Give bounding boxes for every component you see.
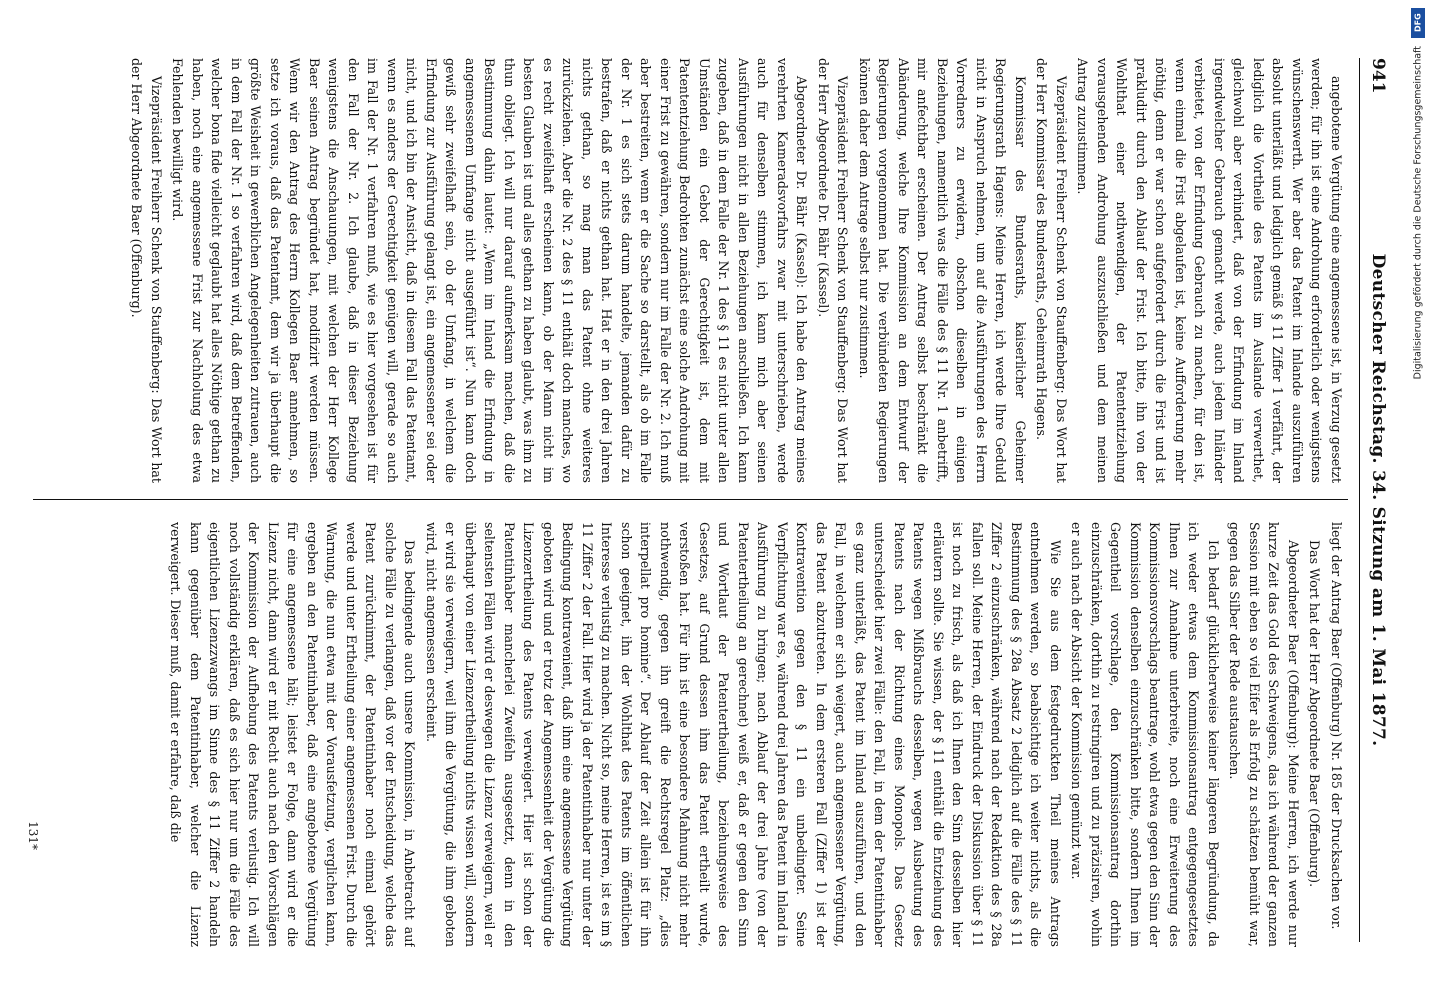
paragraph: Das bedingende auch unsere Kommission, in Anbetracht auf solche Fälle zu verlangen, daß vor der Entscheidung, welche das Patent zurücknimmt, der Patentinhaber noch einmal gehört werde und unter Ertheilung einer angemessenen Frist. Durch die Warnung, die nun etwa mit der Vorausfetzung, verglichen kann, ergeben an den Patentinhaber, daß eine angebotene Vergütung für eine angemessene hält; leistet er Folge, dann wird er die Lizenz nicht, dann wird er mit Recht auch nach den Vorschlägen der Kommission der Aufhebung des Patents verlustig. Ich will noch vollständig erklären, daß es sich hier nur um die Fälle des eigentlichen Lizenzzwangs im Sinne des § 11 Ziffer 2 handeln kann gegenüber dem Patentinhaber, welcher die Lizenz verweigert. Dieser muß, damit er erfahre, daß die <box>168 522 418 947</box>
running-head <box>1359 58 1394 942</box>
paragraph: Ich bedarf glücklicherweise keiner längeren Begründung, da ich weder etwas dem Kommissionsantrag entgegengesetztes Ihnen zur Annahme unterbreite, noch eine Erweiterung des Kommissionsvorschlags beantrage, wohl etwa gegen den Sinn der Kommission denselben einzuschränken bitte, sondern Ihnen im Gegentheil vorschlage, den Kommissionsantrag dorthin einzuschränken, dorthin zu restringiren und zu präzisiren, wohin er auch nach der Absicht der Kommission gemünzt war. <box>1069 522 1221 947</box>
column-rule <box>33 499 1348 500</box>
paragraph: Kommissar des Bundesraths, kaiserlicher Geheimer Regierungsrath Hagens: Meine Herren, ich werde Ihre Geduld nicht in Anspruch nehmen, um auf die Ausführungen des Herrn Vorredners zu erwidern, obschon dieselben in einigen Beziehungen, namentlich was die Fälle des § 11 Nr. 1 anbetrifft, mir anfechtbar erscheinen. Der Antrag selbst beschränkt die Abänderung, welche Ihre Kommission an dem Entwurf der Regierungen vorgenommen hat. Die verbündeten Regierungen können daher dem Antrage selbst nur zustimmen. <box>857 58 1028 483</box>
paragraph: Abgeordneter Dr. Bähr (Kassel): Ich habe den Antrag meines verehrten Kameradsvorfahrs zwar mit unterschrieben, werde auch für denselben stimmen, ich kann mich aber seinen Ausführungen nicht in allen Beziehungen anschließen. Ich kann zugeben, daß in dem Falle der Nr. 1 des § 11 es nicht unter allen Umständen ein Gebot der Gerechtigkeit ist, dem mit Patententziehung Bedrohten zunächst eine solche Androhung mit einer Frist zu gewähren, sondern nur im Falle der Nr. 2. Ich muß aber bestreiten, wenn er die Sache so darstellt, als ob im Falle der Nr. 1 es sich stets darum handelte, jemanden dafür zu bestrafen, daß er nichts gethan hat. Hat er in den drei Jahren nichts gethan, so mag man das Patent ohne weiteres zurückziehen. Aber die Nr. 2 des § 11 enthält doch manches, wo es recht zweifelhaft erscheinen kann, ob der Mann nicht im besten Glauben ist und alles gethan zu haben glaubt, was ihm zu thun obliegt. Ich will nur darauf aufmerksam machen, daß die Bestimmung dahin lautet: „Wenn im Inland die Erfindung in angemessenem Umfange nicht ausgeführt ist“. Nun kann doch gewiß sehr zweifelhaft sein, ob der Umfang, in welchem die Erfindung zur Ausführung gelangt ist, ein angemessener sei oder nicht, und ich bin der Ansicht, daß in diesem Fall das Patentamt, wenn es anders der Gerechtigkeit genügen will, gerade so auch im Fall der Nr. 1 verfahren muß, wie es hier vorgesehen ist für den Fall der Nr. 2. Ich glaube, daß in dieser Beziehung wenigstens die Anschauungen, mit welchen der Herr Kollege Baer seinen Antrag begründet hat, modifizirt werden müssen. Wenn wir den Antrag des Herrn Kollegen Baer annehmen, so setze ich voraus, daß das Patentamt, dem wir ja überhaupt die größte Weisheit in gewerblichen Angelegenheiten zutrauen, auch in dem Fall der Nr. 1 so verfahren wird, daß dem Betreffenden, welcher bona fide vielleicht geglaubt hat alles Nöthige gethan zu haben, noch eine angemessene Frist zur Nachholung des etwa Fehlenden bewilligt wird. <box>170 58 810 483</box>
page-title: Deutscher Reichstag. 34. Sitzung am 1. Mai 1877. <box>1368 253 1388 747</box>
dfg-logo: DFG <box>1411 8 1425 38</box>
digitization-strip <box>1404 0 1432 1000</box>
paragraph: Abgeordneter Baer (Offenburg): Meine Herren, ich werde nur kurze Zeit das Gold des Schweigens, das ich während der ganzen Session mit eben so viel Eifer als Erfolg zu schätzen bemüht war, gegen das Silber der Rede austauschen. <box>1227 522 1301 947</box>
paragraph: Wie Sie aus dem festgedruckten Theil meines Antrags entnehmen werden, so beabsichtige ich weiter nichts, als die Bestimmung des § 28a Absatz 2 lediglich auf die Fälle des § 11 Ziffer 2 einzuschränken, während nach der Redaktion des § 28a fallen soll. Meine Herren, der Eindruck der Diskussion über § 11 ist noch zu frisch, als daß ich Ihnen den Sinn desselben hier erläutern sollte. Sie wissen, der § 11 enthält die Entziehung des Patents wegen Mißbrauchs desselben, wegen Ausbeutung des Patents nach der Richtung eines Monopols. Das Gesetz unterscheidet hier zwei Fälle: den Fall, in dem der Patentinhaber es ganz unterläßt, das Patent im Inland auszuführen, und den Fall, in welchem er sich weigert, auch angemessener Vergütung, das Patent abzutreten. In dem ersteren Fall (Ziffer 1) ist der Kontravention gegen den § 11 ein unbedingter. Seine Verpflichtung war es, während drei Jahren das Patent im Inland in Ausführung zu bringen; nach Ablauf der drei Jahre (von der Patentertheilung an gerechnet) weiß er, daß er gegen den Sinn und Wortlaut der Patentertheilung, beziehungsweise des Gesetzes, auf Grund dessen ihm das Patent ertheilt wurde, verstoßen hat. Für ihn ist eine besondere Mahnung nicht mehr nothwendig, gegen ihn greift die Rechtsregel Platz: „dies interpellat pro homine“. Der Ablauf der Zeit allein ist für ihn schon geeignet, ihn der Wohlthat des Patents im öffentlichen Interesse verlustig zu machen. Nicht so, meine Herren, ist es im § 11 Ziffer 2 der Fall. Hier wird ja der Patentinhaber nur unter der Bedingung kontravenient, daß ihm eine angemessene Vergütung geboten wird und er trotz der Angemessenheit der Vergütung die Lizenzertheilung des Patents verweigert. Hier ist schon der Patentinhaber mancherlei Zweifeln ausgesetzt, denn in den seltensten Fällen wird er deswegen die Lizenz verweigern, weil er überhaupt von einer Lizenzertheilung nichts wissen will, sondern er wird sie verweigern, weil ihm die Vergütung, die ihm geboten wird, nicht angemessen erscheint. <box>424 522 1063 947</box>
paragraph: Vizepräsident Freiherr Schenk von Stauffenberg: Das Wort hat der Herr Abgeordnete Dr. Bähr (Kassel). <box>816 58 851 483</box>
paragraph: liegt der Antrag Baer (Offenburg) Nr. 185 der Drucksachen vor. <box>1329 522 1344 930</box>
paragraph: Das Wort hat der Herr Abgeordnete Baer (Offenburg). <box>1307 540 1323 888</box>
signature-mark: 131* <box>26 821 40 850</box>
page-number: 941 <box>1368 58 1388 94</box>
digitization-note: Digitalisierung gefördert durch die Deutsche Forschungsgemeinschaft <box>1412 46 1424 380</box>
paragraph: Vizepräsident Freiherr Schenk von Stauffenberg: Das Wort hat der Herr Kommissar des Bundesraths, Geheimrath Hagens. <box>1034 58 1069 483</box>
right-column <box>26 522 1346 947</box>
left-column <box>26 58 1346 483</box>
paragraph: Vizepräsident Freiherr Schenk von Stauffenberg: Das Wort hat der Herr Abgeordnete Baer (Offenburg). <box>129 58 164 483</box>
paragraph: angebotene Vergütung eine angemessene ist, in Verzug gesetzt werden; für ihn ist eine Androhung erforderlich oder wenigstens wünschenswerth. Wer aber das Patent im Inlande auszuführen absolut unterläßt und lediglich gemäß § 11 Ziffer 1 verfährt, der lediglich die Vortheile des Patents im Auslande verwerthet, gleichwohl aber verhindert, daß von der Erfindung im Inland irgendwelcher Gebrauch gemacht werde, auch jedem Inländer verbietet, von der Erfindung Gebrauch zu machen, für den ist, wenn einmal die Frist abgelaufen ist, keine Aufforderung mehr nöthig, denn er war schon aufgefordert durch die Frist und ist prakludirt durch den Ablauf der Frist. Ich bitte, ihn von der Wohlthat einer nothwendigen, der Patententziehung vorausgehenden Androhung auszuschließen und dem meinen Antrag zuzustimmen. <box>1075 58 1344 483</box>
